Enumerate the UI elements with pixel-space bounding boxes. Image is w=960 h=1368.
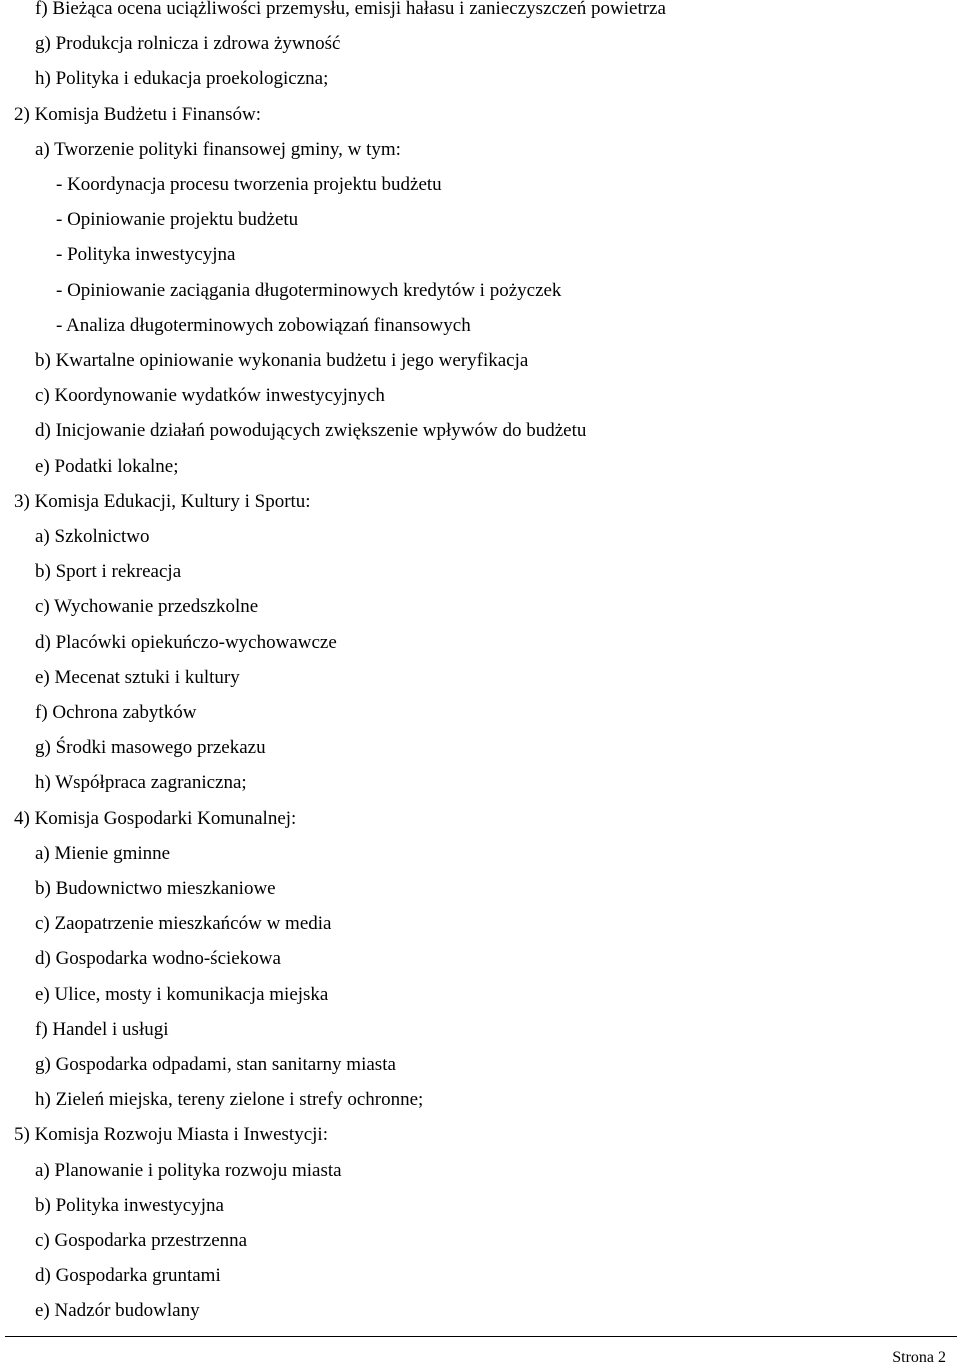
document-line: a) Planowanie i polityka rozwoju miasta — [35, 1159, 342, 1181]
document-line: h) Współpraca zagraniczna; — [35, 772, 247, 794]
document-line: c) Gospodarka przestrzenna — [35, 1230, 248, 1251]
document-line: 2) Komisja Budżetu i Finansów: — [14, 103, 261, 125]
document-line: e) Ulice, mosty i komunikacja miejska — [35, 983, 329, 1005]
document-line: h) Zieleń miejska, tereny zielone i strefy ochronne; — [35, 1089, 424, 1111]
document-line: d) Placówki opiekuńczo-wychowawcze — [35, 631, 337, 653]
document-line: b) Sport i rekreacja — [35, 561, 182, 583]
document-line: a) Szkolnictwo — [35, 526, 150, 547]
document-line: - Opiniowanie zaciągania długoterminowych kredytów i pożyczek — [56, 279, 562, 301]
document-line: g) Środki masowego przekazu — [35, 737, 266, 759]
document-line: 5) Komisja Rozwoju Miasta i Inwestycji: — [14, 1124, 328, 1146]
page-number: Strona 2 — [892, 1349, 946, 1366]
document-line: 3) Komisja Edukacji, Kultury i Sportu: — [14, 490, 311, 512]
document-line: f) Ochrona zabytków — [35, 702, 197, 723]
document-line: d) Gospodarka wodno-ściekowa — [35, 948, 281, 970]
document-line: - Opiniowanie projektu budżetu — [56, 209, 299, 231]
document-line: h) Polityka i edukacja proekologiczna; — [35, 68, 329, 90]
document-line: e) Mecenat sztuki i kultury — [35, 666, 240, 688]
document-line: - Analiza długoterminowych zobowiązań finansowych — [56, 314, 471, 336]
document-line: a) Tworzenie polityki finansowej gminy, w tym: — [35, 138, 401, 160]
document-line: e) Podatki lokalne; — [35, 455, 179, 477]
document-line: e) Nadzór budowlany — [35, 1300, 200, 1322]
document-line: b) Budownictwo mieszkaniowe — [35, 878, 276, 899]
document-line: a) Mienie gminne — [35, 842, 171, 864]
document-line: f) Bieżąca ocena uciążliwości przemysłu, emisji hałasu i zanieczyszczeń powietrza — [35, 0, 666, 19]
document-line: d) Gospodarka gruntami — [35, 1265, 221, 1287]
document-line: 4) Komisja Gospodarki Komunalnej: — [14, 807, 297, 829]
document-line: g) Produkcja rolnicza i zdrowa żywność — [35, 33, 341, 55]
document-line: b) Kwartalne opiniowanie wykonania budżetu i jego weryfikacja — [35, 350, 529, 371]
footer-divider — [5, 1336, 957, 1337]
document-line: g) Gospodarka odpadami, stan sanitarny miasta — [35, 1054, 396, 1075]
document-line: c) Koordynowanie wydatków inwestycyjnych — [35, 385, 385, 407]
document-line: b) Polityka inwestycyjna — [35, 1194, 224, 1216]
document-line: c) Wychowanie przedszkolne — [35, 596, 259, 618]
document-line: f) Handel i usługi — [35, 1018, 169, 1040]
document-line: - Koordynacja procesu tworzenia projektu budżetu — [56, 174, 442, 195]
document-line: d) Inicjowanie działań powodujących zwiększenie wpływów do budżetu — [35, 420, 587, 442]
document-line: - Polityka inwestycyjna — [56, 244, 236, 266]
document-line: c) Zaopatrzenie mieszkańców w media — [35, 913, 332, 935]
